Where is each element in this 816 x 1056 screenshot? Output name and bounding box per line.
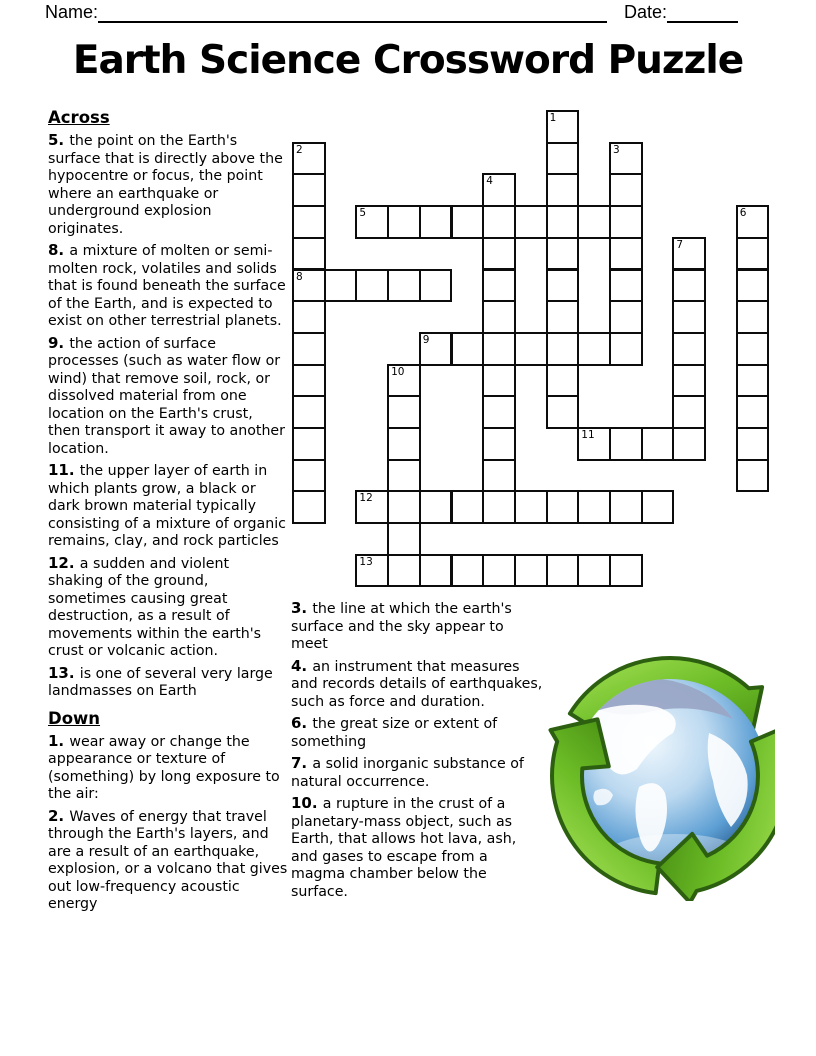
clue-number-10: 10 <box>391 365 405 378</box>
middle-clue-column <box>291 600 543 905</box>
clue-number-6: 6 <box>739 207 747 220</box>
grid-cell-r12c10[interactable] <box>609 490 643 524</box>
down-heading: Down <box>48 708 101 728</box>
clue-3: 3. the line at which the earth's surface and the sky appear to meet <box>291 599 512 652</box>
grid-cell-r8c14[interactable] <box>736 364 770 398</box>
grid-cell-r12c0[interactable] <box>292 490 326 524</box>
grid-cell-r9c6[interactable] <box>482 395 516 429</box>
grid-cell-r12c8[interactable] <box>546 490 580 524</box>
grid-cell-r3c0[interactable] <box>292 205 326 239</box>
grid-cell-r12c6[interactable] <box>482 490 516 524</box>
grid-cell-r3c10[interactable] <box>609 205 643 239</box>
grid-cell-r14c8[interactable] <box>546 554 580 588</box>
grid-cell-r14c7[interactable] <box>514 554 548 588</box>
grid-cell-r3c9[interactable] <box>577 205 611 239</box>
grid-cell-r3c6[interactable] <box>482 205 516 239</box>
grid-cell-r10c9[interactable] <box>577 427 611 461</box>
grid-cell-r3c2[interactable] <box>355 205 389 239</box>
grid-cell-r4c0[interactable] <box>292 237 326 271</box>
grid-cell-r10c12[interactable] <box>672 427 706 461</box>
grid-cell-r9c8[interactable] <box>546 395 580 429</box>
grid-cell-r7c10[interactable] <box>609 332 643 366</box>
grid-cell-r10c14[interactable] <box>736 427 770 461</box>
grid-cell-r5c0[interactable] <box>292 269 326 303</box>
grid-cell-r4c12[interactable] <box>672 237 706 271</box>
clue-number-3: 3 <box>613 143 620 156</box>
clue-10: 10. a rupture in the crust of a planetary-mass object, such as Earth, that allows hot lava, ash, and gases to escape from a magma chamber below the surface. <box>291 794 517 900</box>
grid-cell-r5c4[interactable] <box>419 269 453 303</box>
grid-cell-r7c5[interactable] <box>451 332 485 366</box>
grid-cell-r0c8[interactable] <box>546 110 580 144</box>
grid-cell-r14c9[interactable] <box>577 554 611 588</box>
grid-cell-r10c6[interactable] <box>482 427 516 461</box>
grid-cell-r5c2[interactable] <box>355 269 389 303</box>
date-blank-line[interactable] <box>667 2 738 23</box>
crossword-grid <box>292 110 770 588</box>
clue-9: 9. the action of surface processes (such as water flow or wind) that remove soil, rock, or dissolved material from one location on the Earth's crust, then transport it away to another location. <box>48 333 285 457</box>
grid-cell-r2c0[interactable] <box>292 173 326 207</box>
grid-cell-r3c14[interactable] <box>736 205 770 239</box>
clue-number-11: 11 <box>581 429 595 441</box>
page-title: Earth Science Crossword Puzzle <box>72 38 744 83</box>
grid-cell-r14c6[interactable] <box>482 554 516 588</box>
down-clues-left <box>48 733 288 914</box>
grid-cell-r11c6[interactable] <box>482 459 516 493</box>
grid-cell-r6c6[interactable] <box>482 300 516 334</box>
earth-recycle-illustration <box>525 641 775 901</box>
grid-cell-r2c10[interactable] <box>609 173 643 207</box>
clue-11: 11. the upper layer of earth in which plants grow, a black or dark brown material typically consisting of a mixture of organic remains, clay, and rock particles <box>48 461 286 549</box>
grid-cell-r4c10[interactable] <box>609 237 643 271</box>
grid-cell-r2c8[interactable] <box>546 173 580 207</box>
clue-number-5: 5 <box>359 207 367 220</box>
grid-cell-r10c11[interactable] <box>641 427 675 461</box>
grid-cell-r14c3[interactable] <box>387 554 421 588</box>
grid-cell-r14c2[interactable] <box>355 554 389 588</box>
grid-cell-r7c8[interactable] <box>546 332 580 366</box>
grid-cell-r12c5[interactable] <box>451 490 485 524</box>
grid-cell-r12c2[interactable] <box>355 490 389 524</box>
grid-cell-r11c3[interactable] <box>387 459 421 493</box>
grid-cell-r7c14[interactable] <box>736 332 770 366</box>
clue-7: 7. a solid inorganic substance of natural occurrence. <box>291 754 524 790</box>
grid-cell-r9c0[interactable] <box>292 395 326 429</box>
grid-cell-r6c12[interactable] <box>672 300 706 334</box>
grid-cell-r14c4[interactable] <box>419 554 453 588</box>
grid-cell-r11c14[interactable] <box>736 459 770 493</box>
date-label: Date: <box>624 2 668 22</box>
grid-cell-r8c3[interactable] <box>387 364 421 398</box>
grid-cell-r14c10[interactable] <box>609 554 643 588</box>
down-clues-middle <box>291 600 543 901</box>
grid-cell-r3c8[interactable] <box>546 205 580 239</box>
grid-cell-r5c12[interactable] <box>672 269 706 303</box>
grid-cell-r11c0[interactable] <box>292 459 326 493</box>
grid-cell-r5c10[interactable] <box>609 269 643 303</box>
grid-cell-r7c12[interactable] <box>672 332 706 366</box>
grid-cell-r1c10[interactable] <box>609 142 643 176</box>
name-blank-line[interactable] <box>98 2 607 23</box>
grid-cell-r6c0[interactable] <box>292 300 326 334</box>
clue-number-9: 9 <box>422 333 430 346</box>
clue-number-1: 1 <box>549 112 557 124</box>
name-label: Name: <box>45 2 99 22</box>
grid-cell-r4c8[interactable] <box>546 237 580 271</box>
clue-1: 1. wear away or change the appearance or texture of (something) by long exposure to the air: <box>48 731 280 802</box>
clue-2: 2. Waves of energy that travel through the Earth's layers, and are a result of an earthquake, explosion, or a volcano that gives out low-frequency acoustic energy <box>48 806 288 912</box>
clue-number-12: 12 <box>359 492 373 505</box>
grid-cell-r6c14[interactable] <box>736 300 770 334</box>
grid-cell-r4c14[interactable] <box>736 237 770 271</box>
grid-cell-r7c6[interactable] <box>482 332 516 366</box>
clue-number-7: 7 <box>676 238 684 251</box>
grid-cell-r5c8[interactable] <box>546 269 580 303</box>
clue-6: 6. the great size or extent of something <box>291 714 498 750</box>
grid-cell-r9c3[interactable] <box>387 395 421 429</box>
clue-12: 12. a sudden and violent shaking of the ground, sometimes causing great destruction, as a result of movements within the earth's crust or volcanic action. <box>48 553 262 659</box>
grid-cell-r10c3[interactable] <box>387 427 421 461</box>
left-clue-column <box>48 108 288 918</box>
grid-cell-r7c9[interactable] <box>577 332 611 366</box>
grid-cell-r1c8[interactable] <box>546 142 580 176</box>
clue-number-8: 8 <box>296 270 303 283</box>
grid-cell-r9c12[interactable] <box>672 395 706 429</box>
clue-number-4: 4 <box>486 175 493 188</box>
across-clues <box>48 132 288 701</box>
grid-cell-r5c6[interactable] <box>482 269 516 303</box>
grid-cell-r12c3[interactable] <box>387 490 421 524</box>
clue-4: 4. an instrument that measures and records details of earthquakes, such as force and duration. <box>291 656 543 710</box>
grid-cell-r12c4[interactable] <box>419 490 453 524</box>
grid-cell-r8c0[interactable] <box>292 364 326 398</box>
grid-cell-r8c8[interactable] <box>546 364 580 398</box>
grid-cell-r8c6[interactable] <box>482 364 516 398</box>
grid-cell-r12c7[interactable] <box>514 490 548 524</box>
grid-cell-r7c7[interactable] <box>514 332 548 366</box>
grid-cell-r5c3[interactable] <box>387 269 421 303</box>
grid-cell-r4c6[interactable] <box>482 237 516 271</box>
grid-cell-r10c0[interactable] <box>292 427 326 461</box>
grid-cell-r7c0[interactable] <box>292 332 326 366</box>
clue-5: 5. the point on the Earth's surface that is directly above the hypocentre or focus, the point where an earthquake or underground explosion originates. <box>48 131 283 237</box>
grid-cell-r10c10[interactable] <box>609 427 643 461</box>
grid-cell-r6c8[interactable] <box>546 300 580 334</box>
grid-cell-r2c6[interactable] <box>482 173 516 207</box>
grid-cell-r8c12[interactable] <box>672 364 706 398</box>
grid-cell-r3c5[interactable] <box>451 205 485 239</box>
across-heading: Across <box>48 108 110 127</box>
grid-cell-r12c11[interactable] <box>641 490 675 524</box>
grid-cell-r12c9[interactable] <box>577 490 611 524</box>
clue-number-13: 13 <box>359 555 373 568</box>
grid-cell-r3c3[interactable] <box>387 205 421 239</box>
grid-cell-r5c14[interactable] <box>736 269 770 303</box>
grid-cell-r13c3[interactable] <box>387 522 421 556</box>
grid-cell-r7c4[interactable] <box>419 332 453 366</box>
grid-cell-r5c1[interactable] <box>324 269 358 303</box>
grid-cell-r6c10[interactable] <box>609 300 643 334</box>
grid-cell-r14c5[interactable] <box>451 554 485 588</box>
grid-cell-r3c7[interactable] <box>514 205 548 239</box>
grid-cell-r1c0[interactable] <box>292 142 326 176</box>
grid-cell-r9c14[interactable] <box>736 395 770 429</box>
clue-number-2: 2 <box>296 143 303 156</box>
grid-cell-r3c4[interactable] <box>419 205 453 239</box>
clue-8: 8. a mixture of molten or semi-molten rock, volatiles and solids that is found beneath the surface of the Earth, and is expected to exist on other terrestrial planets. <box>48 241 286 329</box>
clue-13: 13. is one of several very large landmasses on Earth <box>48 663 273 699</box>
